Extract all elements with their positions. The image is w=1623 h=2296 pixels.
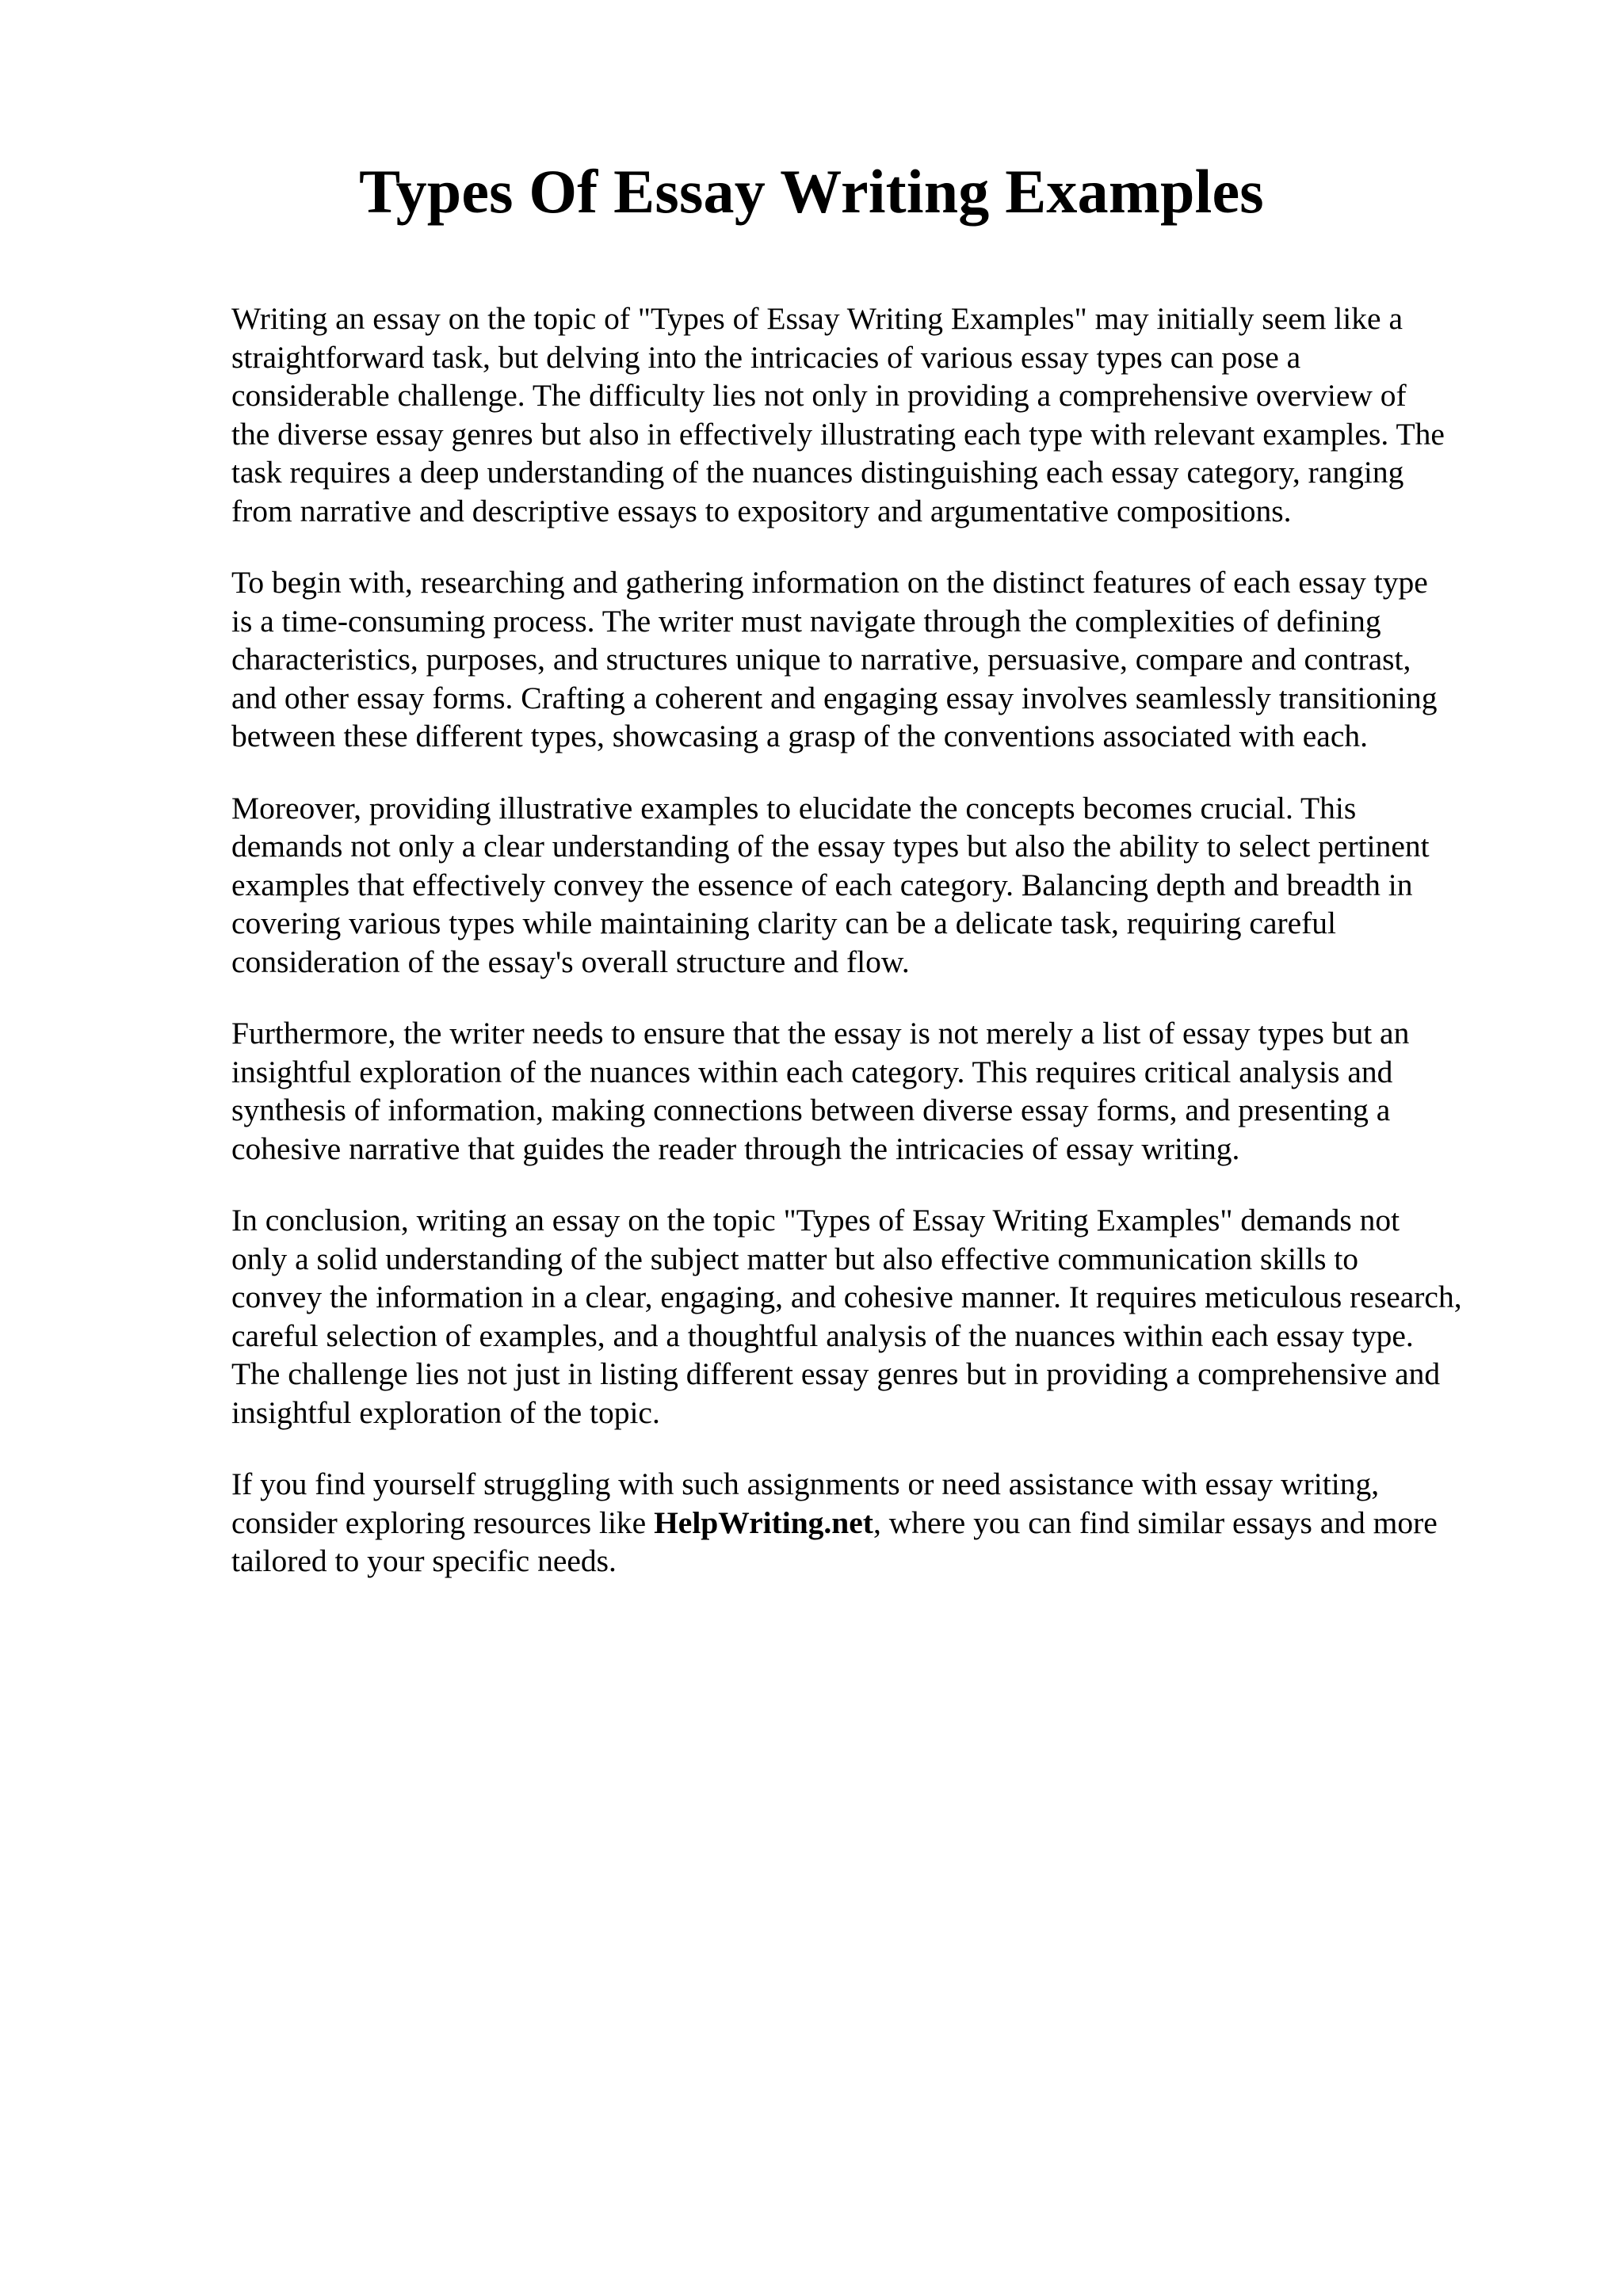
paragraph-line: task requires a deep understanding of the nuances distinguishing each essay category, ranging: [231, 455, 1404, 490]
paragraph-line: tailored to your specific needs.: [231, 1543, 617, 1578]
closing-text-after-brand: , where you can find similar essays and more: [873, 1505, 1438, 1540]
helpwriting-brand-name: HelpWriting.net: [654, 1505, 873, 1540]
paragraph-line: consideration of the essay's overall structure and flow.: [231, 944, 910, 979]
paragraph-line: straightforward task, but delving into the intricacies of various essay types can pose a: [231, 339, 1301, 375]
paragraph-line: considerable challenge. The difficulty lies not only in providing a comprehensive overview of: [231, 378, 1407, 413]
paragraph-line: insightful exploration of the topic.: [231, 1394, 660, 1430]
paragraph-line: If you find yourself struggling with such assignments or need assistance with essay writing,: [231, 1466, 1380, 1501]
paragraph-line: insightful exploration of the nuances within each category. This requires critical analysis and: [231, 1054, 1393, 1089]
paragraph-5: [231, 1201, 1539, 1432]
paragraph-line: covering various types while maintaining clarity can be a delicate task, requiring careful: [231, 906, 1337, 940]
paragraph-line: convey the information in a clear, engaging, and cohesive manner. It requires meticulous research,: [231, 1280, 1462, 1314]
document-body: [231, 299, 1539, 1614]
paragraph-line: characteristics, purposes, and structures unique to narrative, persuasive, compare and contrast,: [231, 642, 1411, 677]
paragraph-line: To begin with, researching and gathering information on the distinct features of each essay type: [231, 565, 1428, 600]
paragraph-line: between these different types, showcasing a grasp of the conventions associated with each.: [231, 719, 1368, 753]
paragraph-line: demands not only a clear understanding of the essay types but also the ability to select pertinent: [231, 829, 1430, 864]
paragraph-3: [231, 789, 1539, 982]
paragraph-1: [231, 299, 1539, 530]
paragraph-4: [231, 1014, 1539, 1168]
paragraph-line: examples that effectively convey the essence of each category. Balancing depth and breadth in: [231, 867, 1413, 902]
paragraph-line: careful selection of examples, and a thoughtful analysis of the nuances within each essay type.: [231, 1318, 1414, 1353]
paragraph-line: is a time-consuming process. The writer must navigate through the complexities of defining: [231, 603, 1381, 639]
paragraph-line: synthesis of information, making connections between diverse essay forms, and presenting a: [231, 1093, 1391, 1127]
paragraph-line: cohesive narrative that guides the reader through the intricacies of essay writing.: [231, 1131, 1240, 1166]
closing-paragraph: [231, 1465, 1539, 1581]
paragraph-line: Furthermore, the writer needs to ensure that the essay is not merely a list of essay types but an: [231, 1016, 1410, 1051]
paragraph-line: Moreover, providing illustrative examples to elucidate the concepts becomes crucial. This: [231, 790, 1357, 826]
paragraph-line: In conclusion, writing an essay on the topic "Types of Essay Writing Examples" demands not: [231, 1203, 1400, 1238]
paragraph-line: from narrative and descriptive essays to expository and argumentative compositions.: [231, 493, 1292, 528]
document-title: Types Of Essay Writing Examples: [359, 157, 1264, 226]
paragraph-line: [231, 1504, 1539, 1543]
closing-text-before-brand: consider exploring resources like: [231, 1505, 655, 1540]
paragraph-line: the diverse essay genres but also in effectively illustrating each type with relevant examples. The: [231, 416, 1445, 452]
paragraph-line: Writing an essay on the topic of "Types of Essay Writing Examples" may initially seem like a: [231, 301, 1403, 336]
paragraph-line: and other essay forms. Crafting a coherent and engaging essay involves seamlessly transitioning: [231, 680, 1438, 715]
paragraph-line: only a solid understanding of the subject matter but also effective communication skills to: [231, 1241, 1359, 1276]
paragraph-line: The challenge lies not just in listing different essay genres but in providing a comprehensive and: [231, 1356, 1441, 1391]
paragraph-2: [231, 563, 1539, 756]
